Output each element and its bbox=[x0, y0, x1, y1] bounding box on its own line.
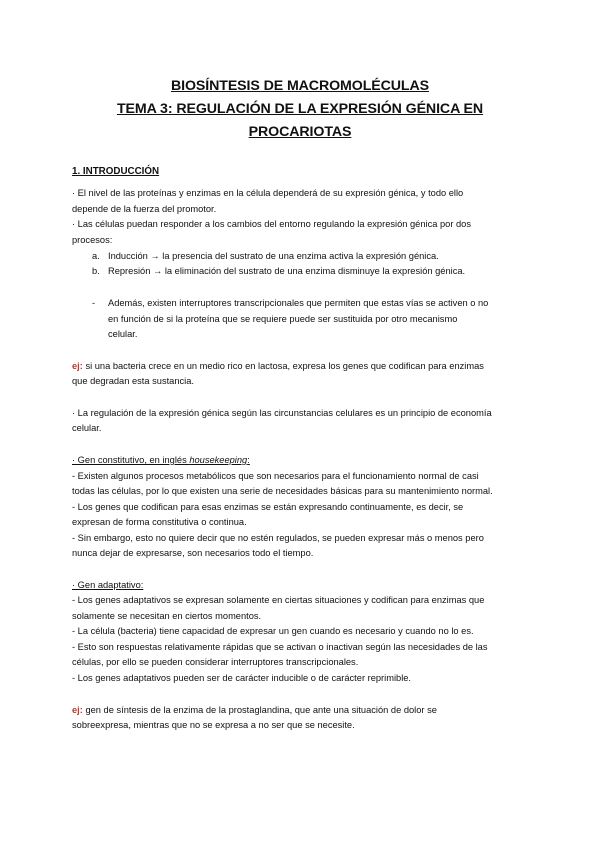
subheading-suffix: : bbox=[247, 455, 250, 465]
paragraph-line: depende de la fuerza del promotor. bbox=[72, 204, 217, 214]
list-item-induccion: Inducción → la presencia del sustrato de una enzima activa la expresión génica. bbox=[108, 251, 439, 261]
subheading-gen-constitutivo bbox=[72, 454, 250, 466]
example-line bbox=[72, 704, 437, 716]
paragraph-line: - Esto son respuestas relativamente rápidas que se activan o inactivan según las necesidades de las bbox=[72, 642, 488, 652]
paragraph-line: - Los genes que codifican para esas enzimas se están expresando continuamente, es decir, se bbox=[72, 502, 464, 512]
doc-title-line1: BIOSÍNTESIS DE MACROMOLÉCULAS bbox=[170, 78, 429, 94]
paragraph-line: · Las células puedan responder a los cambios del entorno regulando la expresión génica por dos bbox=[72, 219, 471, 229]
subheading-text: · Gen constitutivo, en inglés bbox=[72, 455, 190, 465]
paragraph-line: - Sin embargo, esto no quiere decir que no estén regulados, se pueden expresar más o menos pero bbox=[72, 533, 484, 543]
list-marker: b. bbox=[92, 266, 100, 276]
paragraph-line: procesos: bbox=[72, 235, 113, 245]
example-label: ej: bbox=[72, 361, 83, 371]
example-label: ej: bbox=[72, 705, 83, 715]
subheading-italic: housekeeping bbox=[189, 455, 248, 465]
paragraph-line: celular. bbox=[108, 329, 138, 339]
paragraph-line: · El nivel de las proteínas y enzimas en la célula dependerá de su expresión génica, y todo ello bbox=[72, 188, 464, 198]
example-line bbox=[72, 360, 484, 372]
paragraph-line: sobreexpresa, mientras que no se expresa a no ser que se necesite. bbox=[72, 720, 355, 730]
paragraph-line: - Los genes adaptativos pueden ser de carácter inducible o de carácter reprimible. bbox=[72, 673, 412, 683]
paragraph-line: todas las células, por lo que existen una serie de necesidades básicas para su mantenimiento normal. bbox=[72, 486, 493, 496]
paragraph-line: celular. bbox=[72, 423, 102, 433]
list-marker: - bbox=[92, 298, 96, 308]
section-heading-introduccion: 1. INTRODUCCIÓN bbox=[72, 166, 160, 177]
doc-title-line2: TEMA 3: REGULACIÓN DE LA EXPRESIÓN GÉNICA EN bbox=[116, 101, 484, 117]
paragraph-line: Además, existen interruptores transcripcionales que permiten que estas vías se activen o no bbox=[108, 298, 489, 308]
example-text: si una bacteria crece en un medio rico en lactosa, expresa los genes que codifican para enzimas bbox=[82, 361, 484, 371]
paragraph-line: · La regulación de la expresión génica según las circunstancias celulares es un principio de economía bbox=[72, 408, 492, 418]
subheading-gen-adaptativo: · Gen adaptativo: bbox=[72, 580, 144, 590]
paragraph-line: células, por ello se pueden considerar interruptores transcripcionales. bbox=[72, 657, 359, 667]
paragraph-line: - Los genes adaptativos se expresan solamente en ciertas situaciones y codifican para enzimas que bbox=[72, 595, 485, 605]
paragraph-line: - La célula (bacteria) tiene capacidad de expresar un gen cuando es necesario y cuando no lo es. bbox=[72, 626, 474, 636]
example-text: gen de síntesis de la enzima de la prostaglandina, que ante una situación de dolor se bbox=[82, 705, 437, 715]
doc-title-line3: PROCARIOTAS bbox=[248, 124, 352, 140]
paragraph-line: solamente se necesitan en ciertos momentos. bbox=[72, 611, 262, 621]
list-marker: a. bbox=[92, 251, 100, 261]
paragraph-line: nunca dejar de expresarse, son necesarios todo el tiempo. bbox=[72, 548, 314, 558]
paragraph-line: expresan de forma constitutiva o continua. bbox=[72, 517, 247, 527]
paragraph-line: en función de si la proteína que se requiere puede ser sustituida por otro mecanismo bbox=[108, 314, 458, 324]
paragraph-line: - Existen algunos procesos metabólicos que son necesarios para el funcionamiento normal de casi bbox=[72, 471, 479, 481]
paragraph-line: que degradan esta sustancia. bbox=[72, 376, 194, 386]
list-item-represion: Represión → la eliminación del sustrato de una enzima disminuye la expresión génica. bbox=[108, 266, 466, 276]
